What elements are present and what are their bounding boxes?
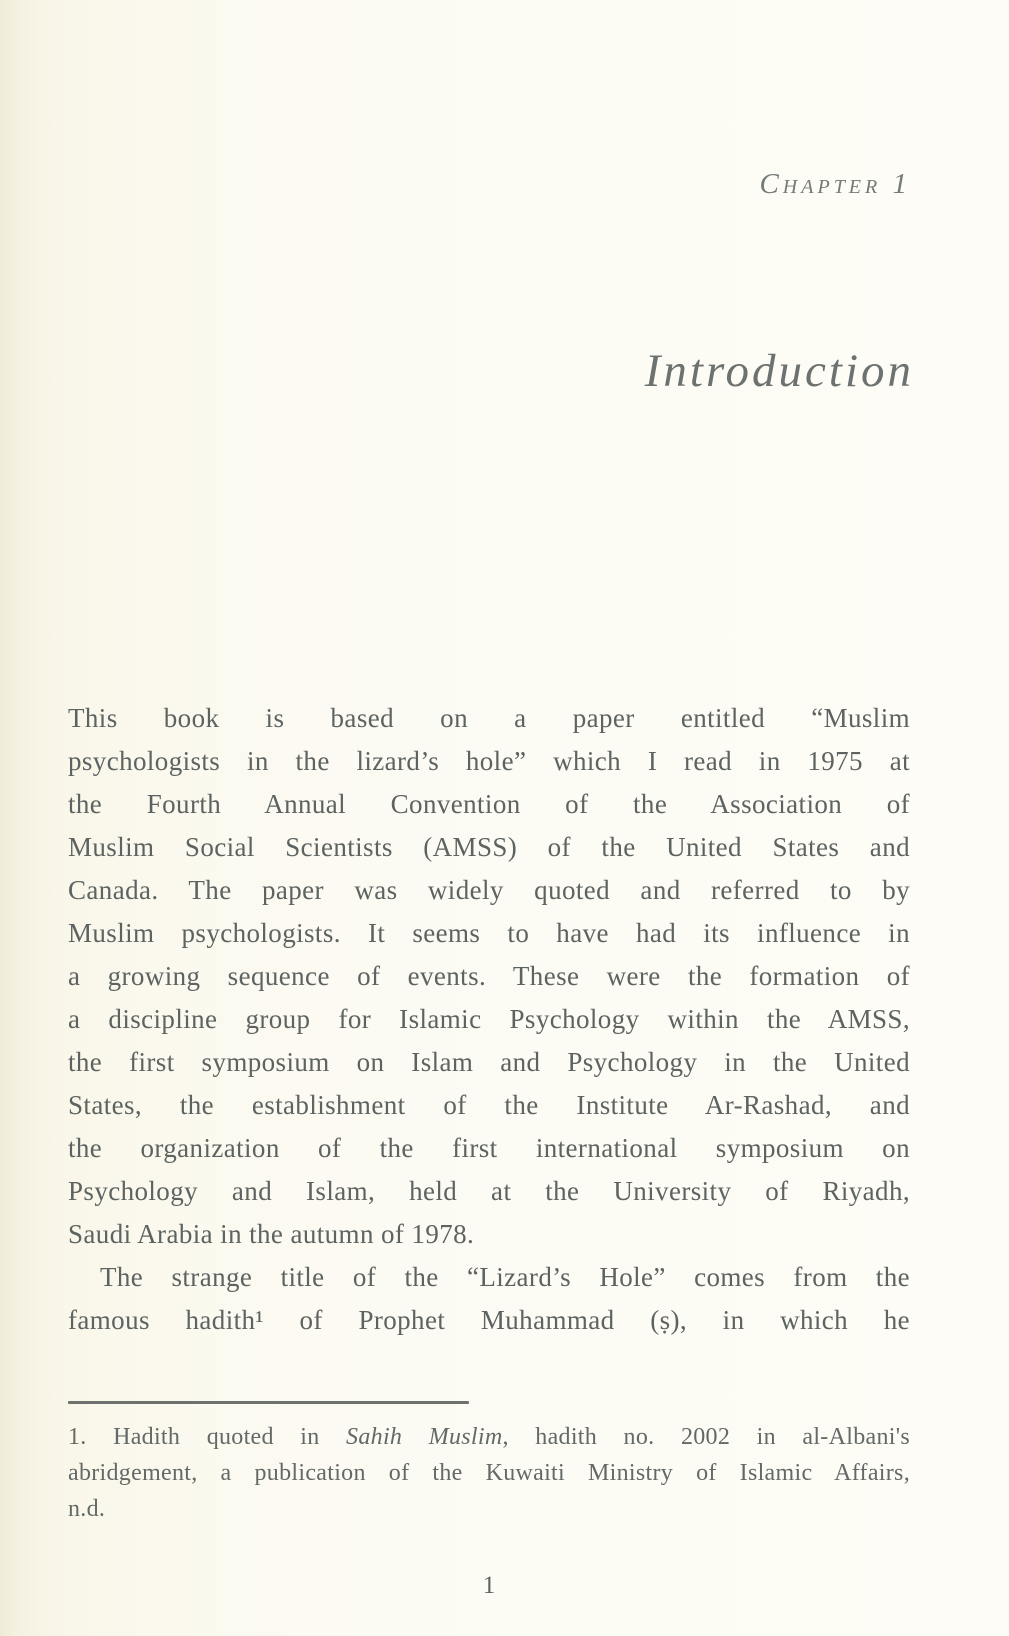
body-line: The strange title of the “Lizard’s Hole” comes from the [100, 1262, 910, 1292]
chapter-heading: Chapter 1 [759, 168, 911, 200]
body-line: the Fourth Annual Convention of the Association of [68, 789, 910, 819]
footnote-text: 1. Hadith quoted in [68, 1424, 347, 1450]
body-line: This book is based on a paper entitled “Muslim [68, 703, 910, 733]
footnote-divider [68, 1401, 469, 1404]
body-line: States, the establishment of the Institute Ar-Rashad, and [68, 1090, 910, 1120]
footnote [68, 1419, 910, 1527]
body-line: Muslim psychologists. It seems to have had its influence in [68, 918, 910, 948]
footnote-line [68, 1419, 910, 1455]
footnote-line: abridgement, a publication of the Kuwaiti Ministry of Islamic Affairs, [68, 1460, 910, 1486]
footnote-book-title: Sahih Muslim [346, 1424, 503, 1450]
body-text [68, 697, 910, 1342]
body-line: the organization of the first international symposium on [68, 1133, 910, 1163]
body-line: a discipline group for Islamic Psychology within the AMSS, [68, 1004, 910, 1034]
body-line: Psychology and Islam, held at the University of Riyadh, [68, 1176, 910, 1206]
body-line: psychologists in the lizard’s hole” which I read in 1975 at [68, 746, 910, 776]
body-line: a growing sequence of events. These were the formation of [68, 961, 910, 991]
footnote-line: n.d. [68, 1496, 106, 1522]
page-number: 1 [482, 1572, 496, 1599]
body-line: Muslim Social Scientists (AMSS) of the United States and [68, 832, 910, 862]
body-line: the first symposium on Islam and Psychology in the United [68, 1047, 910, 1077]
body-line: Canada. The paper was widely quoted and referred to by [68, 875, 910, 905]
footnote-text: , hadith no. 2002 in al-Albani's [502, 1424, 910, 1450]
body-line: Saudi Arabia in the autumn of 1978. [68, 1219, 475, 1249]
body-line: famous hadith¹ of Prophet Muhammad (ṣ), in which he [68, 1305, 910, 1335]
page-title: Introduction [644, 345, 914, 397]
